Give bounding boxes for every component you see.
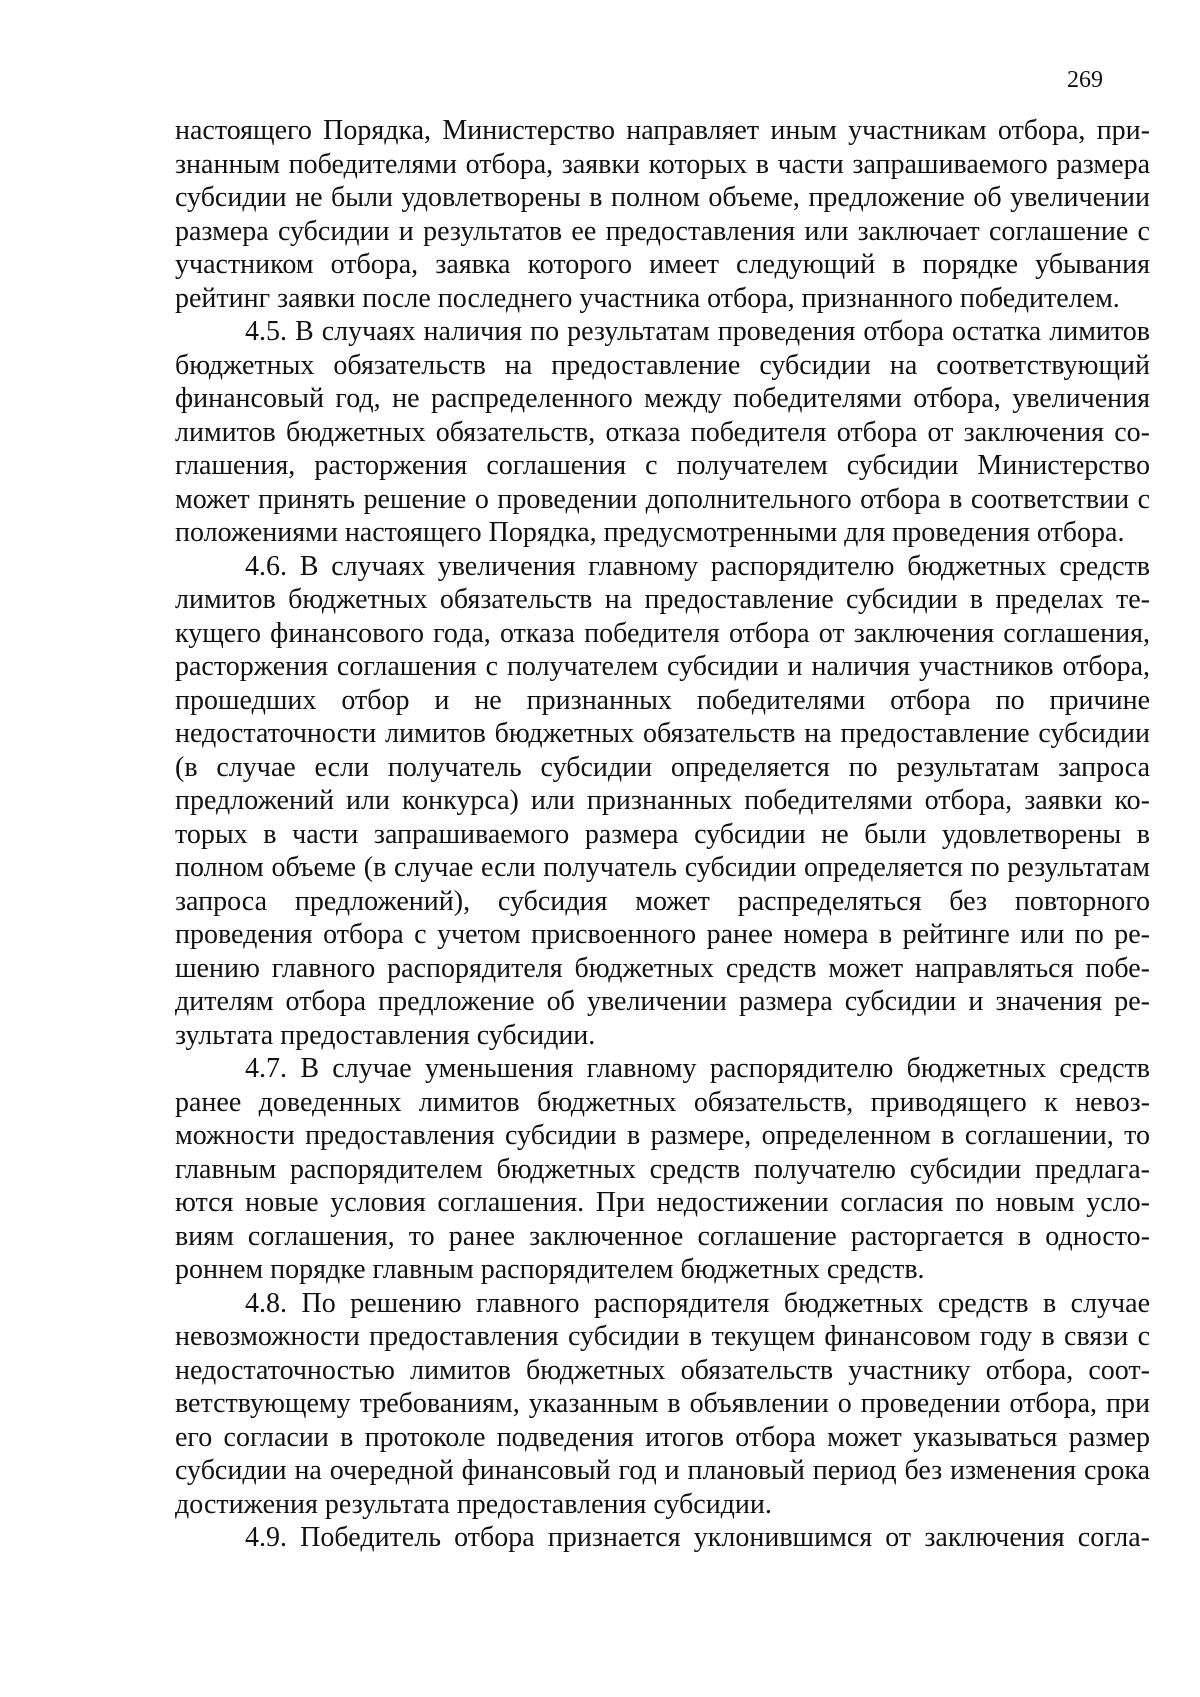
paragraph-4-8: 4.8. По решению главного распорядителя бюджетных средств в случае невозможности предоставления субсидии в текущем финансовом году в связи с недостаточностью лимитов бюджетных обязательств участнику отбора, соответствующему требованиям, указанным в объявлении о проведении отбора, при его согласии в протоколе подведения итогов отбора может указываться размер субсидии на очередной финансовый год и плановый период без изменения срока достижения результата предоставления субсидии. <box>175 1287 1150 1520</box>
paragraph-4-5: 4.5. В случаях наличия по результатам проведения отбора остатка лимитов бюджетных обязательств на предоставление субсидии на соответствующий финансовый год, не распределенного между победителями отбора, увеличения лимитов бюджетных обязательств, отказа победителя отбора от заключения соглашения, расторжения соглашения с получателем субсидии Министерство может принять решение о проведении дополнительного отбора в соответствии с положениями настоящего Порядка, предусмотренными для проведения отбора. <box>175 316 1150 548</box>
page-number: 269 <box>1067 67 1103 93</box>
paragraph-4-6: 4.6. В случаях увеличения главному распорядителю бюджетных средств лимитов бюджетных обязательств на предоставление субсидии в пределах текущего финансового года, отказа победителя отбора от заключения соглашения, расторжения соглашения с получателем субсидии и наличия участников отбора, прошедших отбор и не признанных победителями отбора по причине недостаточности лимитов бюджетных обязательств на предоставление субсидии (в случае если получатель субсидии определяется по результатам запроса предложений или конкурса) или признанных победителями отбора, заявки которых в части запрашиваемого размера субсидии не были удовлетворены в полном объеме (в случае если получатель субсидии определяется по результатам запроса предложений), субсидия может распределяться без повторного проведения отбора с учетом присвоенного ранее номера в рейтинге или по решению главного распорядителя бюджетных средств может направляться победителям отбора предложение об увеличении размера субсидии и значения результата предоставления субсидии. <box>175 550 1150 1051</box>
document-body <box>175 114 1150 1555</box>
paragraph-4-9: 4.9. Победитель отбора признается уклонившимся от заключения согла- <box>245 1522 1150 1553</box>
paragraph-continuation: настоящего Порядка, Министерство направляет иным участникам отбора, признанным победителями отбора, заявки которых в части запрашиваемого размера субсидии не были удовлетворены в полном объеме, предложение об увеличении размера субсидии и результатов ее предоставления или заключает соглашение с участником отбора, заявка которого имеет следующий в порядке убывания рейтинг заявки после последнего участника отбора, признанного победителем. <box>175 115 1150 314</box>
paragraph-4-7: 4.7. В случае уменьшения главному распорядителю бюджетных средств ранее доведенных лимитов бюджетных обязательств, приводящего к невозможности предоставления субсидии в размере, определенном в соглашении, то главным распорядителем бюджетных средств получателю субсидии предлагаются новые условия соглашения. При недостижении согласия по новым условиям соглашения, то ранее заключенное соглашение расторгается в одностороннем порядке главным распорядителем бюджетных средств. <box>175 1053 1150 1285</box>
